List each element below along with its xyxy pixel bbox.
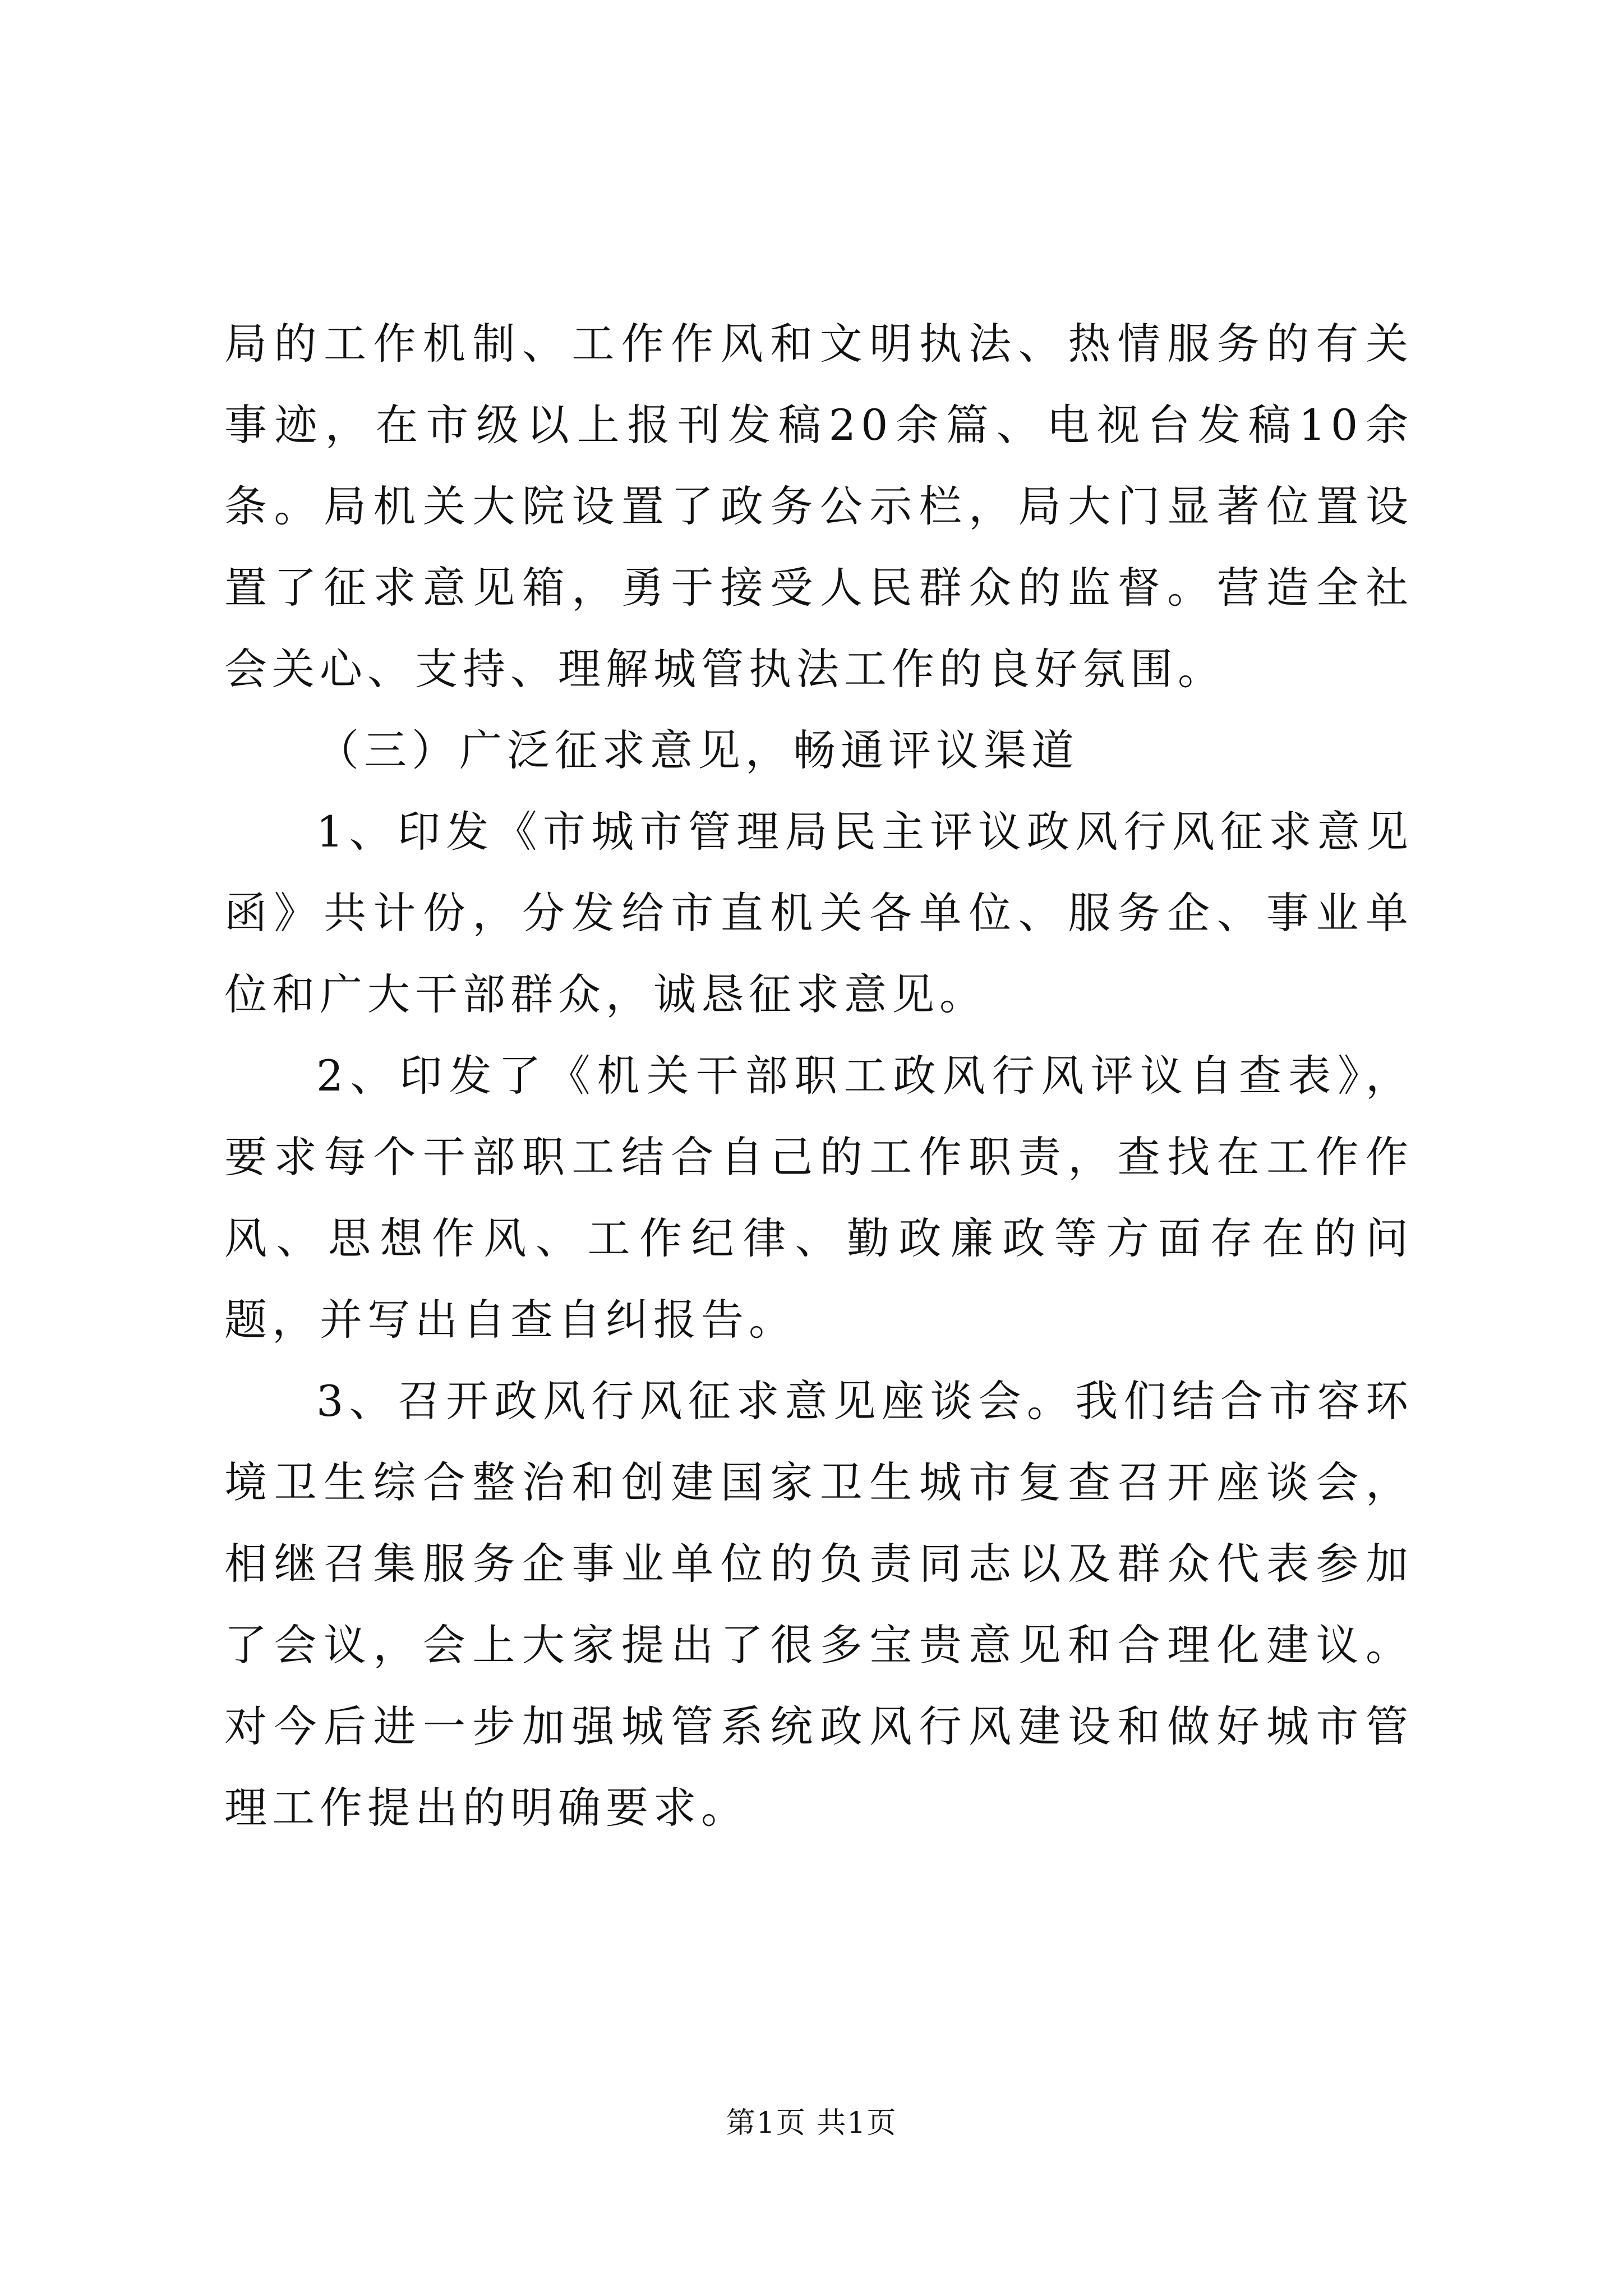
paragraph-item-3: 3、召开政风行风征求意见座谈会。我们结合市容环境卫生综合整治和创建国家卫生城市复查召开座谈会，相继召集服务企事业单位的负责同志以及群众代表参加了会议，会上大家提出了很多宝贵意见和合理化建议。对今后进一步加强城管系统政风行风建设和做好城市管理工作提出的明确要求。: [224, 1376, 1413, 1833]
paragraph-continuation: 局的工作机制、工作作风和文明执法、热情服务的有关事迹，在市级以上报刊发稿20余篇、电视台发稿10余条。局机关大院设置了政务公示栏，局大门显著位置设置了征求意见箱，勇于接受人民群众的监督。营造全社会关心、支持、理解城管执法工作的良好氛围。: [224, 319, 1413, 694]
document-body: [224, 303, 1413, 1848]
page-footer: 第1页 共1页: [726, 2106, 897, 2140]
section-heading: （三）广泛征求意见，畅通评议渠道: [316, 725, 1079, 775]
paragraph-item-1: 1、印发《市城市管理局民主评议政风行风征求意见函》共计份，分发给市直机关各单位、服务企、事业单位和广大干部群众，诚恳征求意见。: [224, 807, 1413, 1019]
paragraph-item-2: 2、印发了《机关干部职工政风行风评议自查表》，要求每个干部职工结合自己的工作职责，查找在工作作风、思想作风、工作纪律、勤政廉政等方面存在的问题，并写出自查自纠报告。: [224, 1051, 1413, 1345]
